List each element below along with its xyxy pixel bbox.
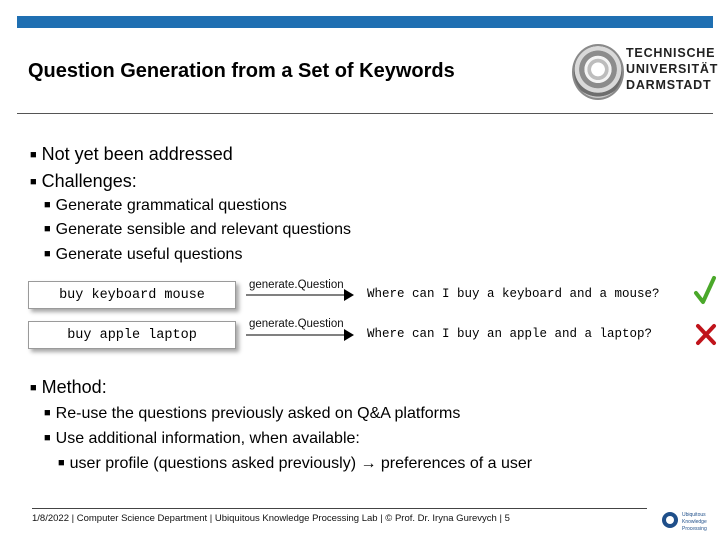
ukp-logo-line-1: Ubiquitous bbox=[682, 512, 706, 518]
ukp-logo-line-2: Knowledge bbox=[682, 519, 707, 525]
method-text: Re-use the questions previously asked on Q&A platforms bbox=[55, 405, 461, 422]
ukp-logo bbox=[660, 508, 712, 538]
bullet-text: Challenges: bbox=[41, 171, 137, 191]
sub-item-text: user profile (questions asked previously) → preferences of a user bbox=[69, 455, 533, 472]
cross-icon bbox=[694, 322, 718, 348]
keyword-box: buy apple laptop bbox=[28, 321, 236, 349]
bullet-method bbox=[30, 377, 107, 398]
square-bullet-icon: ■ bbox=[44, 248, 51, 260]
method-sub-item bbox=[58, 455, 532, 473]
tu-darmstadt-logo bbox=[564, 42, 719, 100]
keyword-box: buy keyboard mouse bbox=[28, 281, 236, 309]
footer-text: 1/8/2022 | Computer Science Department | Ubiquitous Knowledge Processing Lab | © Prof. Dr. Iryna Gurevych | 5 bbox=[32, 513, 510, 524]
challenge-text: Generate grammatical questions bbox=[55, 197, 287, 214]
square-bullet-icon: ■ bbox=[30, 176, 37, 188]
square-bullet-icon: ■ bbox=[30, 149, 37, 161]
challenge-item bbox=[44, 197, 287, 215]
check-icon bbox=[693, 275, 717, 307]
bullet-text: Method: bbox=[41, 377, 107, 397]
bullet-challenges bbox=[30, 171, 137, 192]
logo-line-1: TECHNISCHE bbox=[626, 46, 716, 60]
slide-title: Question Generation from a Set of Keywords bbox=[28, 60, 455, 82]
challenge-text: Generate useful questions bbox=[55, 246, 243, 263]
challenge-text: Generate sensible and relevant questions bbox=[55, 221, 351, 238]
square-bullet-icon: ■ bbox=[30, 382, 37, 394]
ukp-logo-inner bbox=[666, 516, 674, 524]
square-bullet-icon: ■ bbox=[58, 457, 65, 469]
operation-label: generate.Question bbox=[249, 318, 344, 330]
square-bullet-icon: ■ bbox=[44, 407, 51, 419]
athena-seal-icon bbox=[572, 44, 624, 100]
ukp-logo-line-3: Processing bbox=[682, 526, 707, 532]
arrow-icon bbox=[244, 286, 356, 312]
challenge-item bbox=[44, 246, 242, 264]
generated-question: Where can I buy a keyboard and a mouse? bbox=[367, 287, 660, 301]
method-text: Use additional information, when available: bbox=[55, 430, 360, 447]
operation-label: generate.Question bbox=[249, 279, 344, 291]
logo-line-3: DARMSTADT bbox=[626, 78, 712, 92]
bullet-text: Not yet been addressed bbox=[41, 144, 233, 164]
header-divider bbox=[17, 113, 713, 114]
square-bullet-icon: ■ bbox=[44, 432, 51, 444]
generated-question: Where can I buy an apple and a laptop? bbox=[367, 327, 653, 341]
challenge-item bbox=[44, 221, 351, 239]
bullet-not-addressed bbox=[30, 144, 233, 165]
method-item bbox=[44, 430, 360, 448]
footer-divider bbox=[32, 508, 647, 509]
top-accent-bar bbox=[17, 16, 713, 28]
square-bullet-icon: ■ bbox=[44, 199, 51, 211]
square-bullet-icon: ■ bbox=[44, 223, 51, 235]
arrow-icon bbox=[244, 326, 356, 352]
logo-line-2: UNIVERSITÄT bbox=[626, 62, 719, 76]
method-item bbox=[44, 405, 460, 423]
